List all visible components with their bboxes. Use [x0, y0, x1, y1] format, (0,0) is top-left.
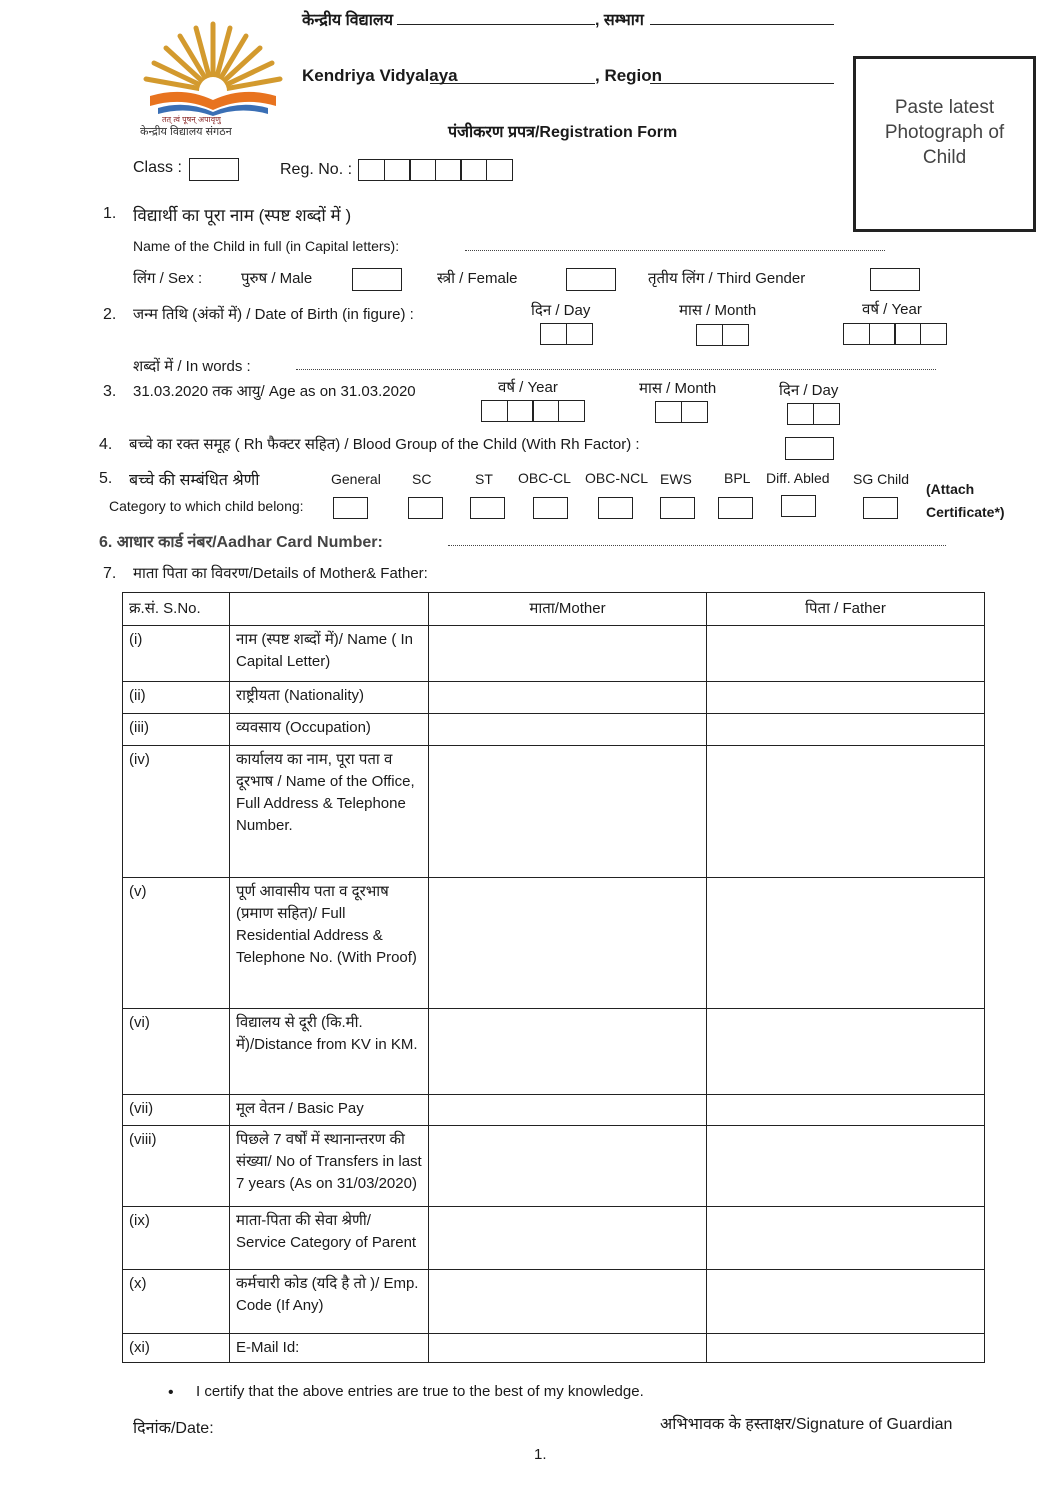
table-row — [123, 626, 985, 682]
cat-sc-box[interactable] — [408, 497, 443, 519]
page-number: 1. — [534, 1446, 547, 1463]
category-hindi-label: बच्चे की सम्बंधित श्रेणी — [129, 472, 260, 489]
cat-obcncl-label: OBC-NCL — [585, 470, 649, 486]
age-label: 31.03.2020 तक आयु/ Age as on 31.03.2020 — [133, 383, 416, 400]
row-label: कर्मचारी कोड (यदि है तो )/ Emp. Code (If Any) — [230, 1270, 429, 1334]
region-blank[interactable] — [650, 83, 834, 84]
mother-service-category-cell[interactable] — [429, 1207, 707, 1270]
photo-text-3: Child — [922, 147, 967, 168]
header-blank — [230, 593, 429, 626]
dob-year-label: वर्ष / Year — [862, 301, 922, 318]
row-label: नाम (स्पष्ट शब्दों में)/ Name ( In Capital Letter) — [230, 626, 429, 682]
class-box[interactable] — [189, 158, 239, 181]
photo-text-2: Photograph of — [884, 122, 1005, 143]
mother-basic-pay-cell[interactable] — [429, 1095, 707, 1126]
table-header-row — [123, 593, 985, 626]
father-email-cell[interactable] — [707, 1334, 985, 1363]
father-distance-cell[interactable] — [707, 1009, 985, 1095]
photo-box[interactable] — [853, 56, 1036, 232]
cat-sc-label: SC — [412, 471, 432, 487]
table-row — [123, 1126, 985, 1207]
header-sno: क्र.सं. S.No. — [123, 593, 230, 626]
table-row — [123, 1334, 985, 1363]
row-label: माता-पिता की सेवा श्रेणी/ Service Category of Parent — [230, 1207, 429, 1270]
mother-distance-cell[interactable] — [429, 1009, 707, 1095]
cat-st-label: ST — [475, 471, 493, 487]
row-label: पिछले 7 वर्षों में स्थानान्तरण की संख्या/ No of Transfers in last 7 years (As on 31/03/2020) — [230, 1126, 429, 1207]
row-label: पूर्ण आवासीय पता व दूरभाष (प्रमाण सहित)/ Full Residential Address & Telephone No. (With Proof) — [230, 878, 429, 1009]
father-address-cell[interactable] — [707, 878, 985, 1009]
table-row — [123, 878, 985, 1009]
table-row — [123, 682, 985, 714]
row-label: कार्यालय का नाम, पूरा पता व दूरभाष / Name of the Office, Full Address & Telephone Number. — [230, 746, 429, 878]
dob-label: जन्म तिथि (अंकों में) / Date of Birth (in figure) : — [133, 306, 414, 323]
q4-number: 4. — [99, 436, 113, 453]
sex-label: लिंग / Sex : — [133, 270, 203, 287]
row-sno: (ix) — [123, 1207, 230, 1270]
photo-text-1: Paste latest — [894, 97, 995, 118]
logo-org-name: केन्द्रीय विद्यालय संगठन — [140, 126, 232, 138]
father-transfers-cell[interactable] — [707, 1126, 985, 1207]
blood-group-label: बच्चे का रक्त समूह ( Rh फैक्टर सहित) / Blood Group of the Child (With Rh Factor) : — [129, 436, 640, 453]
q7-number: 7. — [103, 565, 117, 582]
mother-occupation-cell[interactable] — [429, 714, 707, 746]
cat-st-box[interactable] — [470, 497, 505, 519]
row-label: E-Mail Id: — [230, 1334, 429, 1363]
row-sno: (i) — [123, 626, 230, 682]
cat-obccl-box[interactable] — [533, 497, 568, 519]
kv-hindi-label: केन्द्रीय विद्यालय — [302, 12, 393, 29]
q3-number: 3. — [103, 383, 117, 400]
date-label: दिनांक/Date: — [133, 1420, 214, 1437]
table-row — [123, 746, 985, 878]
cat-ews-box[interactable] — [660, 497, 695, 519]
signature-label: अभिभावक के हस्ताक्षर/Signature of Guardian — [660, 1416, 953, 1433]
female-box[interactable] — [566, 268, 616, 291]
q1-hindi-label: विद्यार्थी का पूरा नाम (स्पष्ट शब्दों में ) — [133, 206, 352, 225]
row-sno: (vi) — [123, 1009, 230, 1095]
blood-group-box[interactable] — [785, 437, 834, 460]
father-emp-code-cell[interactable] — [707, 1270, 985, 1334]
cat-general-label: General — [331, 471, 381, 487]
parents-details-table — [122, 592, 985, 1363]
dob-day-label: दिन / Day — [531, 302, 591, 319]
cat-bpl-box[interactable] — [718, 497, 753, 519]
attach-note-1: (Attach — [926, 481, 975, 497]
cat-general-box[interactable] — [333, 497, 368, 519]
category-english-label: Category to which child belong: — [109, 498, 304, 514]
female-label: स्त्री / Female — [437, 270, 518, 287]
mother-address-cell[interactable] — [429, 878, 707, 1009]
table-row — [123, 714, 985, 746]
age-day-label: दिन / Day — [779, 382, 839, 399]
male-label: पुरुष / Male — [241, 270, 313, 287]
q2-number: 2. — [103, 306, 117, 323]
father-office-cell[interactable] — [707, 746, 985, 878]
age-day-boxes[interactable] — [787, 403, 838, 425]
child-name-line[interactable] — [465, 250, 885, 251]
q1-english-label: Name of the Child in full (in Capital letters): — [133, 238, 400, 254]
cat-obccl-label: OBC-CL — [518, 470, 571, 486]
table-row — [123, 1095, 985, 1126]
mother-nationality-cell[interactable] — [429, 682, 707, 714]
logo-motto: तत् त्वं पूषन् अपावृणु — [162, 115, 221, 124]
dob-month-label: मास / Month — [679, 302, 757, 319]
certify-text: I certify that the above entries are true to the best of my knowledge. — [196, 1383, 644, 1400]
row-sno: (iv) — [123, 746, 230, 878]
table-row — [123, 1009, 985, 1095]
father-occupation-cell[interactable] — [707, 714, 985, 746]
dob-day-boxes[interactable] — [540, 323, 591, 345]
sun-book-logo-icon — [138, 16, 288, 116]
kv-english-blank[interactable] — [430, 83, 595, 84]
table-row — [123, 1207, 985, 1270]
sambhag-label: , सम्भाग — [595, 12, 644, 29]
father-name-cell[interactable] — [707, 626, 985, 682]
kvs-logo — [138, 16, 288, 141]
parents-details-label: माता पिता का विवरण/Details of Mother& Father: — [133, 565, 428, 582]
cat-sgchild-label: SG Child — [853, 471, 910, 487]
aadhar-label: 6. आधार कार्ड नंबर/Aadhar Card Number: — [99, 534, 383, 551]
row-label: व्यवसाय (Occupation) — [230, 714, 429, 746]
third-gender-box[interactable] — [870, 268, 920, 291]
header-mother: माता/Mother — [429, 593, 707, 626]
mother-email-cell[interactable] — [429, 1334, 707, 1363]
row-sno: (ii) — [123, 682, 230, 714]
dob-words-label: शब्दों में / In words : — [133, 358, 251, 375]
header-father: पिता / Father — [707, 593, 985, 626]
dob-words-line[interactable] — [296, 369, 936, 370]
row-sno: (vii) — [123, 1095, 230, 1126]
row-sno: (viii) — [123, 1126, 230, 1207]
cat-diffabled-box[interactable] — [781, 495, 816, 517]
aadhar-line[interactable] — [448, 545, 946, 546]
reg-no-label: Reg. No. : — [280, 161, 353, 178]
third-gender-label: तृतीय लिंग / Third Gender — [648, 270, 806, 287]
bullet-icon: • — [168, 1384, 174, 1401]
q1-number: 1. — [103, 205, 117, 222]
kv-english-label: Kendriya Vidyalaya — [302, 66, 458, 85]
row-label: विद्यालय से दूरी (कि.मी. में)/Distance from KV in KM. — [230, 1009, 429, 1095]
dob-year-boxes[interactable] — [843, 323, 945, 345]
q5-number: 5. — [99, 470, 113, 487]
row-sno: (xi) — [123, 1334, 230, 1363]
form-title: पंजीकरण प्रपत्र/Registration Form — [448, 124, 678, 141]
kv-hindi-blank[interactable] — [397, 24, 595, 25]
region-label: , Region — [595, 66, 663, 85]
father-basic-pay-cell[interactable] — [707, 1095, 985, 1126]
cat-bpl-label: BPL — [724, 470, 751, 486]
age-year-boxes[interactable] — [481, 400, 583, 422]
father-service-category-cell[interactable] — [707, 1207, 985, 1270]
cat-ews-label: EWS — [660, 471, 692, 487]
mother-emp-code-cell[interactable] — [429, 1270, 707, 1334]
cat-diffabled-label: Diff. Abled — [766, 470, 830, 486]
row-sno: (iii) — [123, 714, 230, 746]
row-sno: (v) — [123, 878, 230, 1009]
age-month-label: मास / Month — [639, 380, 717, 397]
age-month-boxes[interactable] — [655, 401, 706, 423]
male-box[interactable] — [352, 268, 402, 291]
row-sno: (x) — [123, 1270, 230, 1334]
class-label: Class : — [133, 159, 182, 176]
cat-obcncl-box[interactable] — [598, 497, 633, 519]
mother-office-cell[interactable] — [429, 746, 707, 878]
father-nationality-cell[interactable] — [707, 682, 985, 714]
dob-month-boxes[interactable] — [696, 324, 747, 346]
sambhag-blank[interactable] — [650, 24, 834, 25]
cat-sgchild-box[interactable] — [863, 497, 898, 519]
reg-no-boxes[interactable] — [358, 159, 511, 181]
table-row — [123, 1270, 985, 1334]
mother-name-cell[interactable] — [429, 626, 707, 682]
row-label: राष्ट्रीयता (Nationality) — [230, 682, 429, 714]
mother-transfers-cell[interactable] — [429, 1126, 707, 1207]
age-year-label: वर्ष / Year — [498, 379, 558, 396]
attach-note-2: Certificate*) — [926, 504, 1005, 520]
row-label: मूल वेतन / Basic Pay — [230, 1095, 429, 1126]
